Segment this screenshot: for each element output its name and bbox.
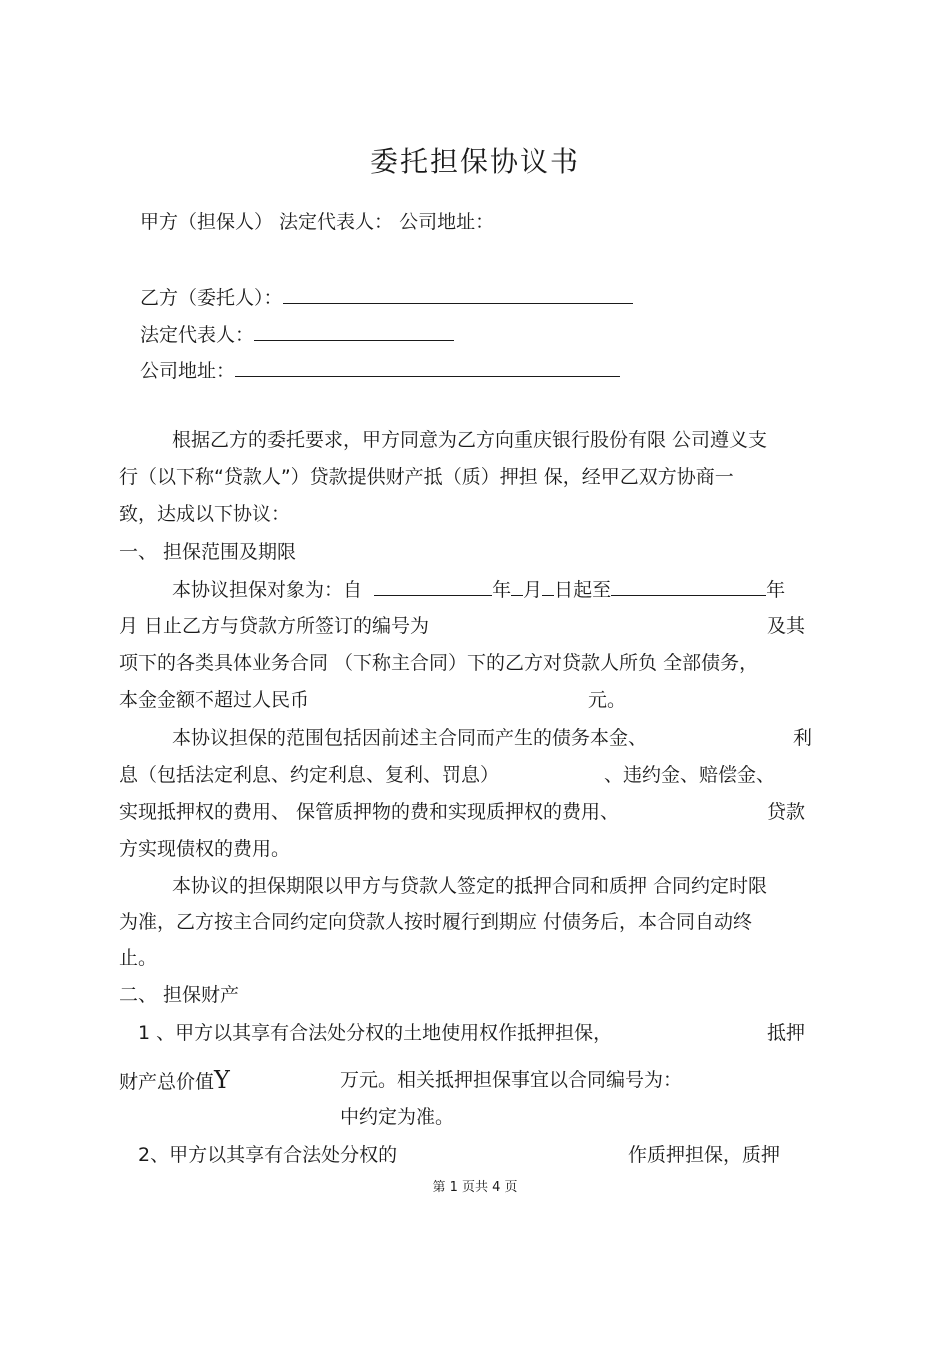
s1-a-line-4-left: 本金金额不超过人民币 [119,689,310,711]
s2-1-line-2-left [119,1068,230,1094]
legal-rep-line [140,322,454,347]
year-end-label: 年 [766,579,786,601]
address-line [140,358,620,383]
address-label: 公司地址： [140,360,236,382]
section-1-heading: 一、 担保范围及期限 [119,541,297,563]
s1-b-line-3-right: 贷款 [767,801,806,823]
intro-line-1: 根据乙方的委托要求，甲方同意为乙方向重庆银行股份有限 公司遵义支 [172,429,768,451]
yen-symbol: Y [214,1066,230,1094]
section-2-heading: 二、 担保财产 [119,984,240,1006]
party-b-blank [283,285,633,304]
month-label: 月 [523,579,543,601]
s2-2-line-1-right: 作质押担保，质押 [628,1144,781,1166]
s2-2-line-1-left: 2、甲方以其享有合法处分权的 [138,1144,398,1166]
year-end-blank [611,577,766,596]
s1-a-line-1 [172,577,785,602]
s1-a-line-3: 项下的各类具体业务合同 （下称主合同）下的乙方对贷款人所负 全部债务， [119,652,759,674]
s2-1-line-1-right: 抵押 [767,1022,806,1044]
s2-1-line-1-left: 1 、甲方以其享有合法处分权的土地使用权作抵押担保， [138,1022,613,1044]
intro-line-2: 行（以下称“贷款人”）贷款提供财产抵（质）押担 保，经甲乙双方协商一 [119,466,734,488]
party-a-line: 甲方（担保人） 法定代表人： 公司地址： [140,211,495,233]
s2-1-line-2-right: 万元。相关抵押担保事宜以合同编号为： [340,1069,683,1091]
year-start-blank [374,577,492,596]
s1-b-line-3-left: 实现抵押权的费用、 保管质押物的费和实现质押权的费用、 [119,801,620,823]
year-label: 年 [492,579,512,601]
s1-a-text: 本协议担保对象为：自 [172,579,363,601]
s1-c-line-3: 止。 [119,947,158,969]
s1-a-line-4-right: 元。 [588,689,627,711]
s2-1-line-3: 中约定为准。 [340,1106,455,1128]
legal-rep-label: 法定代表人： [140,324,255,346]
s1-c-line-2: 为准，乙方按主合同约定向贷款人按时履行到期应 付债务后，本合同自动终 [119,911,753,933]
s1-b-line-4: 方实现债权的费用。 [119,838,291,860]
party-b-line [140,285,633,310]
legal-rep-blank [254,322,454,341]
page-footer: 第 1 页共 4 页 [432,1180,518,1195]
s1-b-line-1-right: 利 [793,727,813,749]
s1-a-line-2-left: 月 日止乙方与贷款方所签订的编号为 [119,615,430,637]
s1-b-line-2-left: 息（包括法定利息、约定利息、复利、罚息） [119,764,500,786]
intro-line-3: 致，达成以下协议： [119,503,291,525]
party-b-label: 乙方（委托人）： [140,287,283,309]
address-blank [235,358,620,377]
s1-a-line-2-right: 及其 [767,615,806,637]
document-title: 委托担保协议书 [369,145,580,178]
s1-c-line-1: 本协议的担保期限以甲方与贷款人签定的抵押合同和质押 合同约定时限 [172,875,768,897]
day-start-blank [542,577,554,596]
s1-b-line-1-left: 本协议担保的范围包括因前述主合同而产生的债务本金、 [172,727,648,749]
s1-b-line-2-right: 、违约金、赔偿金、 [604,764,776,786]
total-value-label: 财产总价值 [119,1071,215,1093]
month-start-blank [511,577,523,596]
day-from-label: 日起至 [554,579,612,601]
